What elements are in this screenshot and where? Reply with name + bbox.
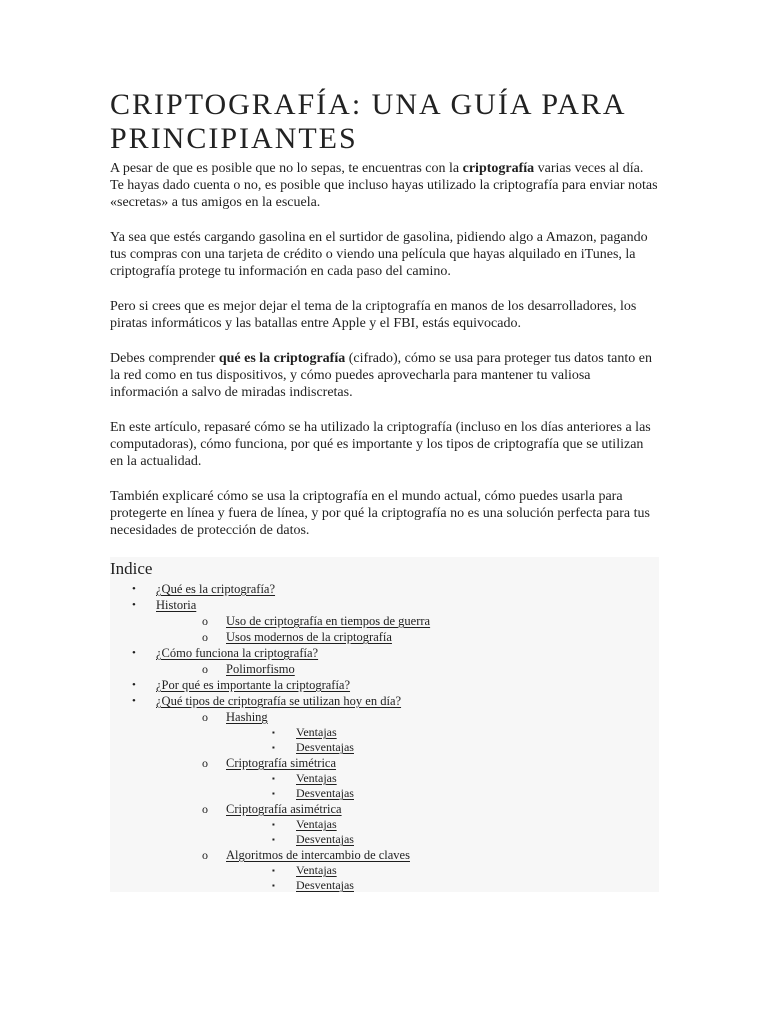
bullet-icon: ▪: [272, 835, 275, 844]
toc-item-level-1: [110, 677, 659, 693]
toc-link[interactable]: Criptografía simétrica: [226, 756, 337, 770]
bullet-icon: ▪: [272, 789, 275, 798]
toc-item-level-2: [110, 613, 659, 629]
toc-link[interactable]: Usos modernos de la criptografía: [226, 630, 392, 644]
toc-link[interactable]: ¿Por qué es importante la criptografía?: [156, 678, 351, 692]
paragraph-3: [110, 298, 660, 332]
toc-link[interactable]: ¿Cómo funciona la criptografía?: [156, 646, 319, 660]
paragraph-5: [110, 419, 660, 470]
toc-link[interactable]: Algoritmos de intercambio de claves: [226, 848, 410, 862]
bullet-icon: ▪: [272, 820, 275, 829]
paragraph-text: A pesar de que es posible que no lo sepas, te encuentras con la: [110, 161, 463, 176]
bullet-icon: o: [202, 614, 208, 628]
paragraph-1: [110, 160, 660, 211]
toc-item-level-1: [110, 693, 659, 709]
bullet-icon: ▪: [272, 881, 275, 890]
paragraph-text: (cifrado), cómo se usa para proteger tus datos tanto en la red como en tus dispositivos, y cómo puedes aprovecharla para mantener tu valiosa información a salvo de miradas indiscretas.: [110, 351, 652, 400]
toc-item-level-1: [110, 581, 659, 597]
toc-link[interactable]: Desventajas: [296, 740, 354, 754]
toc-link[interactable]: Criptografía asimétrica: [226, 802, 342, 816]
paragraph-text: varias veces al día. Te hayas dado cuenta o no, es posible que incluso hayas utilizado la criptografía para enviar notas «secretas» a tus amigos en la escuela.: [110, 161, 658, 210]
toc-link[interactable]: Desventajas: [296, 832, 354, 846]
toc-item-level-2: [110, 755, 659, 771]
toc-item-level-3: [110, 878, 659, 893]
bullet-icon: ▪: [272, 774, 275, 783]
bullet-icon: o: [202, 662, 208, 676]
paragraph-text: Pero si crees que es mejor dejar el tema de la criptografía en manos de los desarrolladores, los piratas informáticos y las batallas entre Apple y el FBI, estás equivocado.: [110, 299, 637, 331]
bullet-icon: •: [132, 647, 136, 659]
paragraph-6: [110, 488, 660, 539]
toc-item-level-3: [110, 832, 659, 847]
toc-item-level-3: [110, 725, 659, 740]
bullet-icon: •: [132, 695, 136, 707]
bullet-icon: •: [132, 583, 136, 595]
toc-item-level-1: [110, 597, 659, 613]
toc-link[interactable]: Polimorfismo: [226, 662, 295, 676]
toc-item-level-2: [110, 847, 659, 863]
bullet-icon: o: [202, 710, 208, 724]
paragraph-2: [110, 229, 660, 280]
toc-item-level-3: [110, 817, 659, 832]
document-page: [110, 88, 660, 892]
bullet-icon: •: [132, 679, 136, 691]
toc-link[interactable]: ¿Qué es la criptografía?: [156, 582, 276, 596]
bullet-icon: ▪: [272, 743, 275, 752]
toc-link[interactable]: Desventajas: [296, 786, 354, 800]
toc-link[interactable]: Ventajas: [296, 817, 337, 831]
toc-item-level-1: [110, 645, 659, 661]
toc-link[interactable]: Ventajas: [296, 725, 337, 739]
bullet-icon: •: [132, 599, 136, 611]
toc-link[interactable]: Ventajas: [296, 771, 337, 785]
toc-item-level-2: [110, 629, 659, 645]
table-of-contents: [110, 557, 659, 892]
toc-link[interactable]: Uso de criptografía en tiempos de guerra: [226, 614, 431, 628]
toc-list: [110, 581, 659, 893]
toc-item-level-3: [110, 740, 659, 755]
bullet-icon: o: [202, 756, 208, 770]
bullet-icon: o: [202, 848, 208, 862]
bullet-icon: o: [202, 630, 208, 644]
toc-link[interactable]: Historia: [156, 598, 197, 612]
toc-link[interactable]: Ventajas: [296, 863, 337, 877]
toc-link[interactable]: Desventajas: [296, 878, 354, 892]
toc-item-level-2: [110, 709, 659, 725]
toc-heading: Indice: [110, 559, 153, 578]
paragraph-4: [110, 350, 660, 401]
toc-item-level-3: [110, 863, 659, 878]
paragraph-text: También explicaré cómo se usa la criptografía en el mundo actual, cómo puedes usarla para protegerte en línea y fuera de línea, y por qué la criptografía no es una solución perfecta para tus necesidades de protección de datos.: [110, 489, 650, 538]
paragraph-text: En este artículo, repasaré cómo se ha utilizado la criptografía (incluso en los días anteriores a las computadoras), cómo funciona, por qué es importante y los tipos de criptografía que se utilizan en la actualidad.: [110, 420, 651, 469]
paragraph-bold-text: qué es la criptografía: [218, 351, 346, 366]
bullet-icon: o: [202, 802, 208, 816]
toc-item-level-3: [110, 786, 659, 801]
document-title: CRIPTOGRAFÍA: UNA GUÍA PARA PRINCIPIANTES: [110, 88, 625, 155]
paragraph-bold-text: criptografía: [462, 161, 535, 176]
paragraph-text: Ya sea que estés cargando gasolina en el surtidor de gasolina, pidiendo algo a Amazon, pagando tus compras con una tarjeta de crédito o viendo una película que hayas alquilado en iTunes, la criptografía protege tu información en cada paso del camino.: [110, 230, 648, 279]
paragraph-text: Debes comprender: [110, 351, 219, 366]
document-body: [110, 160, 660, 539]
bullet-icon: ▪: [272, 866, 275, 875]
toc-link[interactable]: ¿Qué tipos de criptografía se utilizan hoy en día?: [156, 694, 402, 708]
toc-item-level-2: [110, 661, 659, 677]
toc-item-level-2: [110, 801, 659, 817]
bullet-icon: ▪: [272, 728, 275, 737]
toc-link[interactable]: Hashing: [226, 710, 268, 724]
toc-item-level-3: [110, 771, 659, 786]
